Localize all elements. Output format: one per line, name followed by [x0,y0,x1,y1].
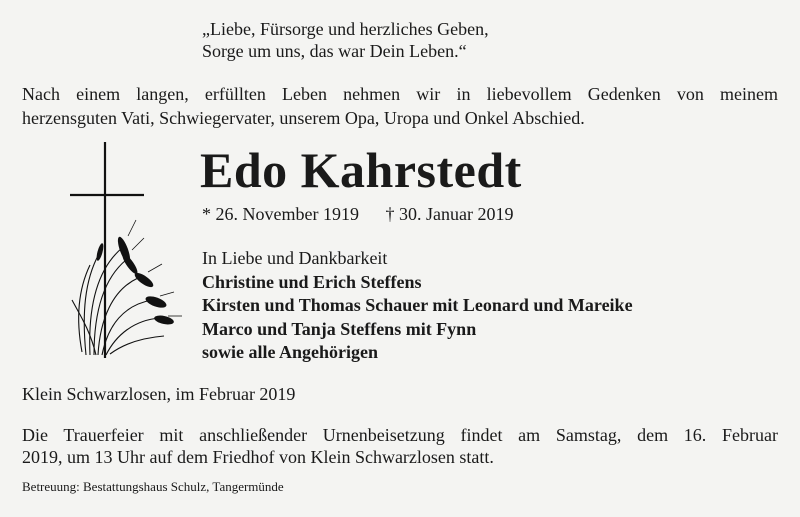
intro-line-1: Nach einem langen, erfüllten Leben nehmen wir in liebevollem Gedenken von meinem [22,84,778,104]
birth-date: * 26. November 1919 [202,204,359,224]
poem [202,18,489,62]
intro-line-2: herzensguten Vati, Schwiegervater, unserem Opa, Uropa und Onkel Abschied. [22,108,585,128]
mourner-line: sowie alle Angehörigen [202,342,378,362]
intro-text [22,82,778,130]
ceremony-line-2: 2019, um 13 Uhr auf dem Friedhof von Klein Schwarzlosen statt. [22,447,494,467]
deceased-name: Edo Kahrstedt [200,142,522,198]
mourner-line: Marco und Tanja Steffens mit Fynn [202,318,477,339]
poem-line-2: Sorge um uns, das war Dein Leben.“ [202,41,467,61]
funeral-home-credit: Betreuung: Bestattungshaus Schulz, Tangermünde [22,479,284,494]
death-date: † 30. Januar 2019 [385,204,514,224]
ceremony-text [22,424,778,468]
mourners-block [202,247,633,365]
mourners-heading: In Liebe und Dankbarkeit [202,248,388,268]
ceremony-line-1: Die Trauerfeier mit anschließender Urnenbeisetzung findet am Samstag, dem 16. Februar [22,425,778,445]
life-dates [202,203,513,225]
poem-line-1: „Liebe, Fürsorge und herzliches Geben, [202,19,489,39]
cross-with-wheat-icon [60,140,190,367]
mourner-line: Christine und Erich Steffens [202,271,422,292]
mourner-line: Kirsten und Thomas Schauer mit Leonard und Mareike [202,295,633,315]
place-and-date: Klein Schwarzlosen, im Februar 2019 [22,384,296,404]
